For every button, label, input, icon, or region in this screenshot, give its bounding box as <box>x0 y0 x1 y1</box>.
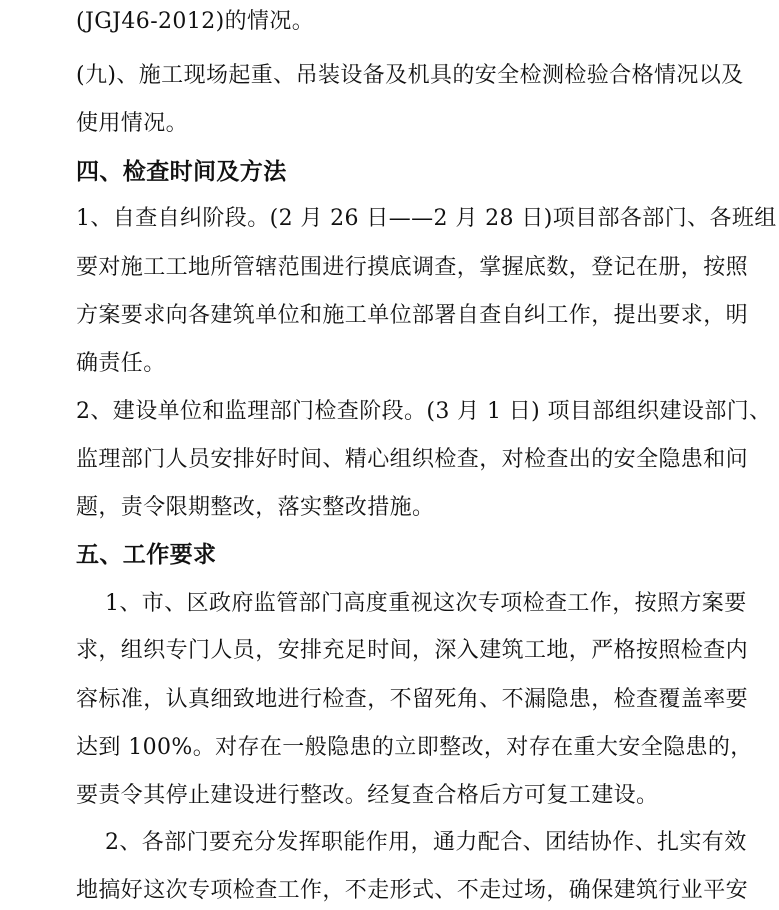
text-line: 1、自查自纠阶段。(2 月 26 日——2 月 28 日)项目部各部门、各班组 <box>76 206 777 231</box>
text-line: 监理部门人员安排好时间、精心组织检查，对检查出的安全隐患和问 <box>76 447 749 472</box>
text-line: 要对施工工地所管辖范围进行摸底调查，掌握底数，登记在册，按照 <box>76 255 749 280</box>
text-line: 确责任。 <box>76 351 166 376</box>
text-line: 题，责令限期整改，落实整改措施。 <box>76 495 435 520</box>
text-line: 1、市、区政府监管部门高度重视这次专项检查工作，按照方案要 <box>105 591 747 616</box>
text-line: 容标准，认真细致地进行检查，不留死角、不漏隐患，检查覆盖率要 <box>76 687 749 712</box>
text-line: 2、建设单位和监理部门检查阶段。(3 月 1 日) 项目部组织建设部门、 <box>76 399 772 424</box>
text-line: 使用情况。 <box>76 111 189 136</box>
section-heading: 四、检查时间及方法 <box>76 158 287 185</box>
text-line: 要责令其停止建设进行整改。经复查合格后方可复工建设。 <box>76 783 659 808</box>
section-heading: 五、工作要求 <box>76 541 217 568</box>
text-line: 方案要求向各建筑单位和施工单位部署自查自纠工作，提出要求，明 <box>76 303 749 328</box>
text-line: 地搞好这次专项检查工作，不走形式、不走过场，确保建筑行业平安 <box>76 878 749 903</box>
text-line: 达到 100%。对存在一般隐患的立即整改，对存在重大安全隐患的， <box>76 735 753 760</box>
text-line: (JGJ46-2012)的情况。 <box>76 9 315 34</box>
text-line: (九)、施工现场起重、吊装设备及机具的安全检测检验合格情况以及 <box>76 63 744 88</box>
text-line: 2、各部门要充分发挥职能作用，通力配合、团结协作、扎实有效 <box>105 830 747 855</box>
text-line: 求，组织专门人员，安排充足时间，深入建筑工地，严格按照检查内 <box>76 638 749 663</box>
